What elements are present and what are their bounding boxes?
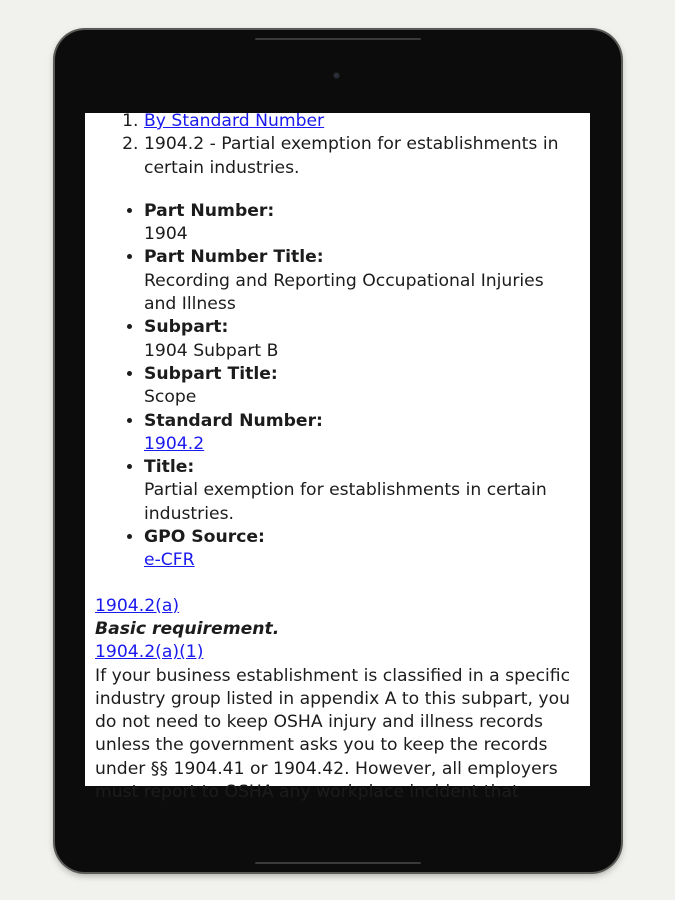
breadcrumb-item-1 bbox=[144, 110, 581, 133]
detail-part-number bbox=[144, 200, 581, 247]
detail-label: • Part Number: bbox=[144, 200, 275, 221]
detail-part-number-title bbox=[144, 246, 581, 316]
detail-label: • Subpart Title: bbox=[144, 363, 278, 384]
standard-number-link[interactable]: 1904.2 bbox=[144, 433, 205, 454]
detail-value: 1904 Subpart B bbox=[144, 340, 279, 361]
standard-details-list bbox=[95, 200, 581, 573]
breadcrumb-current: 1904.2 - Partial exemption for establishments in certain industries. bbox=[144, 134, 559, 178]
breadcrumb-item-2 bbox=[144, 133, 581, 180]
detail-gpo-source bbox=[144, 526, 581, 573]
detail-label: • Part Number Title: bbox=[144, 247, 324, 268]
section-body-text: If your business establishment is classified in a specific industry group listed in appendix A to this subpart, you do not need to keep OSHA injury and illness records unless the government asks you to keep the records under §§ 1904.41 or 1904.42. However, all employers must report to OSHA any workplace incident that bbox=[95, 665, 571, 803]
detail-value bbox=[144, 549, 581, 572]
screen[interactable] bbox=[85, 111, 590, 803]
section-heading: Basic requirement. bbox=[95, 618, 280, 639]
gpo-source-link[interactable]: e-CFR bbox=[144, 550, 195, 571]
detail-subpart-title bbox=[144, 363, 581, 410]
detail-title bbox=[144, 456, 581, 526]
paragraph-anchor-a[interactable]: 1904.2(a) bbox=[95, 595, 180, 616]
detail-value bbox=[144, 433, 581, 456]
breadcrumb bbox=[95, 110, 581, 180]
front-camera-icon bbox=[334, 73, 339, 78]
detail-value: Recording and Reporting Occupational Injuries and Illness bbox=[144, 270, 544, 315]
detail-label: • Standard Number: bbox=[144, 410, 323, 431]
tablet-bottom-edge bbox=[255, 862, 421, 864]
detail-subpart bbox=[144, 316, 581, 363]
detail-label: • Title: bbox=[144, 457, 195, 478]
regulation-section bbox=[95, 595, 581, 805]
breadcrumb-link-by-standard-number[interactable]: By Standard Number bbox=[144, 111, 325, 131]
detail-label: • Subpart: bbox=[144, 317, 229, 338]
detail-label: • GPO Source: bbox=[144, 527, 265, 548]
paragraph-anchor-a1[interactable]: 1904.2(a)(1) bbox=[95, 642, 204, 663]
tablet-frame bbox=[55, 30, 621, 872]
detail-value: 1904 bbox=[144, 224, 188, 245]
tablet-top-edge bbox=[255, 38, 421, 40]
detail-value: Scope bbox=[144, 387, 197, 408]
page-content bbox=[95, 110, 581, 804]
detail-value: Partial exemption for establishments in certain industries. bbox=[144, 480, 547, 524]
detail-standard-number bbox=[144, 410, 581, 457]
